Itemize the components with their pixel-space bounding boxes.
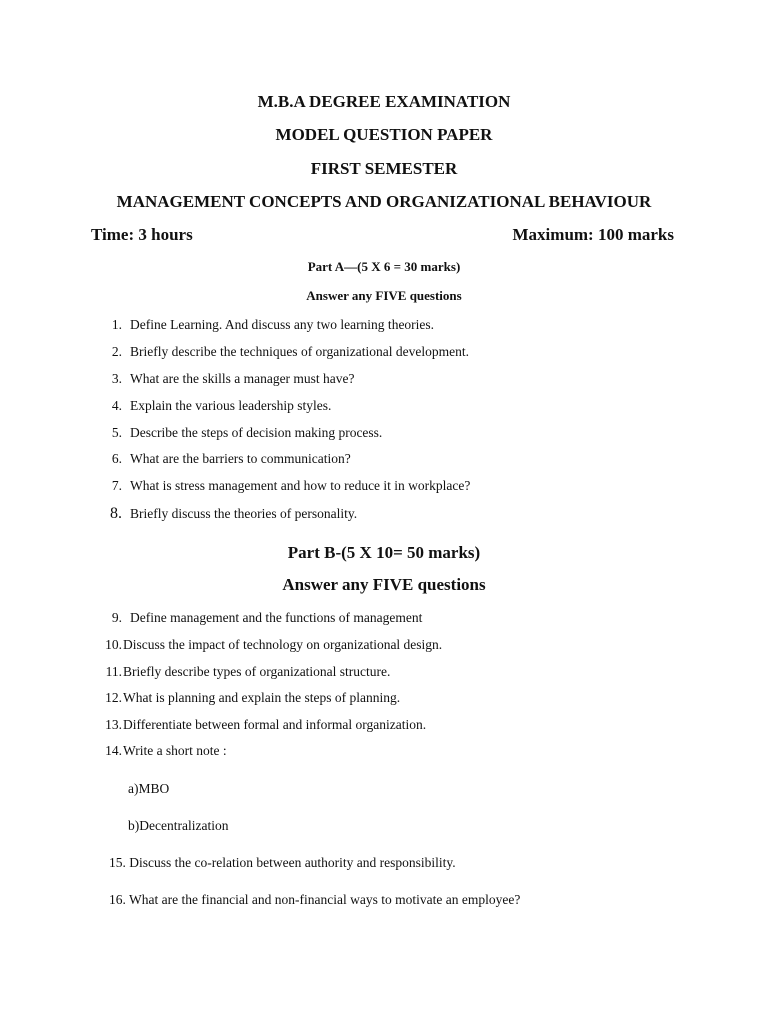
question-10 [100, 637, 442, 653]
question-text: Briefly discuss the theories of personality. [130, 506, 358, 521]
question-number: 4. [111, 398, 122, 413]
question-number: 2. [111, 344, 122, 359]
question-text: What are the barriers to communication? [130, 451, 351, 466]
question-number: 8. [110, 505, 122, 522]
question-1 [100, 317, 434, 333]
question-number: 6. [111, 451, 122, 466]
question-9 [100, 610, 422, 626]
question-text: Define management and the functions of management [130, 610, 423, 625]
question-13 [100, 717, 426, 733]
question-16: 16. What are the financial and non-financial ways to motivate an employee? [109, 892, 521, 907]
question-number: 7. [111, 478, 122, 493]
question-number: 1. [111, 317, 122, 332]
part-a-instruction: Answer any FIVE questions [306, 288, 462, 303]
exam-title: M.B.A DEGREE EXAMINATION [257, 92, 511, 111]
paper-type: MODEL QUESTION PAPER [275, 125, 493, 144]
question-text: What are the skills a manager must have? [130, 371, 355, 386]
question-text: What is planning and explain the steps of planning. [123, 690, 401, 705]
question-text: Briefly describe the techniques of organizational development. [130, 344, 470, 359]
question-text: Discuss the impact of technology on organizational design. [123, 637, 443, 652]
maximum-marks: Maximum: 100 marks [512, 225, 674, 244]
part-b-instruction: Answer any FIVE questions [282, 575, 486, 594]
question-4 [100, 398, 331, 414]
question-text: Write a short note : [123, 743, 227, 758]
question-11 [100, 664, 390, 680]
semester: FIRST SEMESTER [310, 159, 458, 178]
question-number: 13. [105, 717, 122, 732]
question-3 [100, 371, 355, 387]
question-6 [100, 451, 351, 467]
time-allowed: Time: 3 hours [91, 225, 193, 244]
question-number: 5. [111, 425, 122, 440]
question-number: 9. [111, 610, 122, 625]
question-number: 14. [105, 743, 122, 758]
question-text: Explain the various leadership styles. [130, 398, 332, 413]
subject-title: MANAGEMENT CONCEPTS AND ORGANIZATIONAL BEHAVIOUR [116, 192, 652, 211]
question-text: Define Learning. And discuss any two learning theories. [130, 317, 435, 332]
question-number: 3. [111, 371, 122, 386]
question-12 [100, 690, 400, 706]
sub-item-decentralization: b)Decentralization [128, 818, 229, 833]
question-15: 15. Discuss the co-relation between authority and responsibility. [109, 855, 456, 870]
part-a-title: Part A—(5 X 6 = 30 marks) [307, 259, 461, 274]
sub-item-mbo: a)MBO [128, 781, 170, 796]
question-5 [100, 425, 382, 441]
question-8 [100, 505, 357, 523]
question-text: Describe the steps of decision making process. [130, 425, 383, 440]
question-number: 11. [105, 664, 122, 679]
question-2 [100, 344, 469, 360]
question-text: Differentiate between formal and informal organization. [123, 717, 427, 732]
question-number: 10. [105, 637, 122, 652]
question-number: 12. [105, 690, 122, 705]
question-text: What is stress management and how to reduce it in workplace? [130, 478, 471, 493]
question-14 [100, 743, 227, 759]
question-text: Briefly describe types of organizational structure. [123, 664, 391, 679]
part-b-title: Part B-(5 X 10= 50 marks) [287, 543, 481, 562]
question-7 [100, 478, 470, 494]
